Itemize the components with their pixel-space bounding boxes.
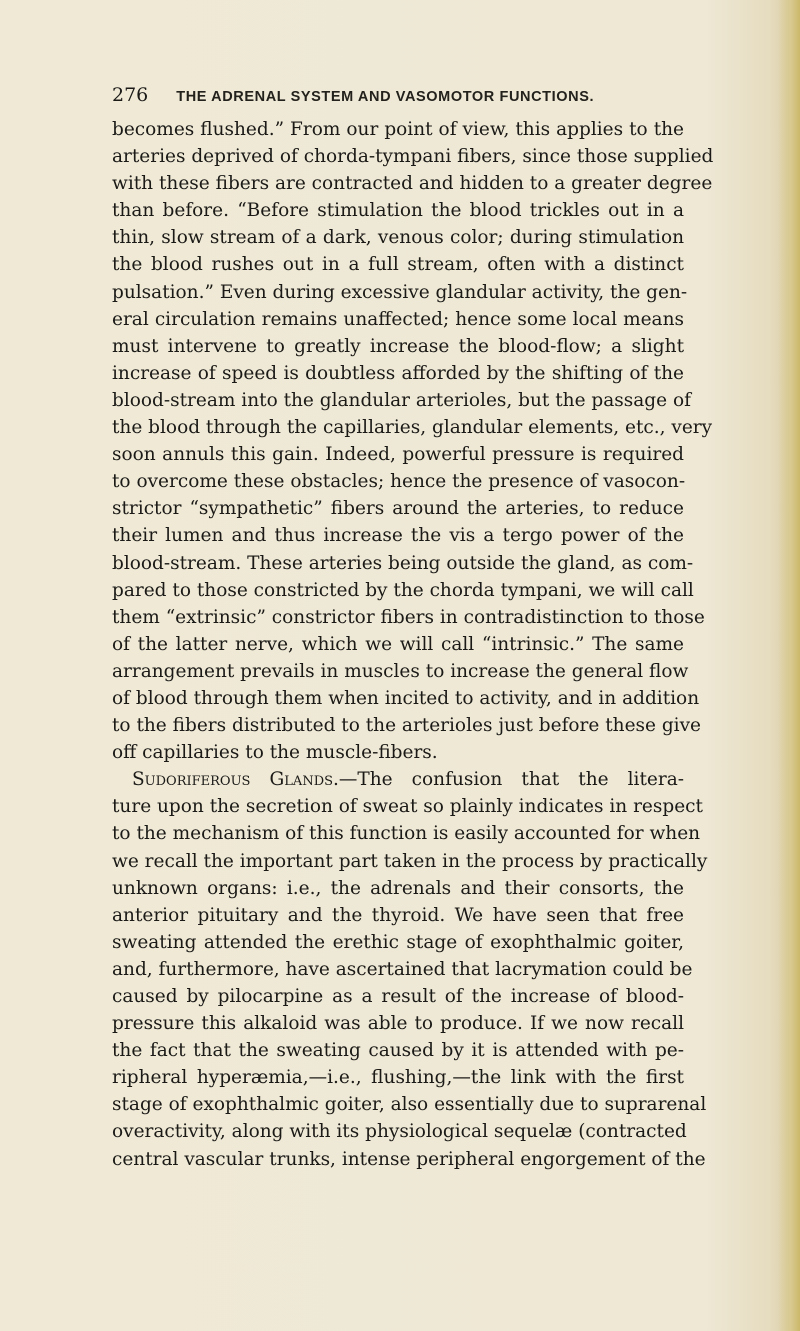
text-line: anterior pituitary and the thyroid. We have seen that free — [112, 904, 684, 926]
text-line: strictor “sympathetic” fibers around the arteries, to reduce — [112, 498, 684, 520]
text-line: the blood rushes out in a full stream, often with a distinct — [112, 254, 684, 276]
text-line: ripheral hyperæmia,—i.e., flushing,—the link with the first — [112, 1067, 684, 1089]
page-header — [112, 84, 684, 116]
paragraph-2 — [112, 766, 708, 1172]
text-line: arrangement prevails in muscles to increase the general flow — [112, 660, 689, 682]
text-line: to the fibers distributed to the arterioles just before these give — [112, 715, 702, 737]
text-line: of blood through them when incited to activity, and in addition — [112, 687, 700, 709]
text-line: than before. “Before stimulation the blood trickles out in a — [112, 200, 684, 222]
text-line: pared to those constricted by the chorda tympani, we will call — [112, 579, 694, 601]
section-first-line-text: —The confusion that the litera- — [338, 769, 684, 791]
text-line: them “extrinsic” constrictor fibers in contradistinction to those — [112, 606, 705, 628]
paragraph-1 — [112, 116, 714, 766]
text-line: becomes flushed.” From our point of view, this applies to the — [112, 119, 684, 140]
text-line: the fact that the sweating caused by it is attended with pe- — [112, 1040, 684, 1062]
text-line: we recall the important part taken in the process by practically — [112, 850, 708, 872]
text-line: eral circulation remains unaffected; hence some local means — [112, 308, 684, 330]
text-line: off capillaries to the muscle-fibers. — [112, 742, 438, 764]
text-line: pressure this alkaloid was able to produce. If we now recall — [112, 1013, 684, 1035]
text-line: pulsation.” Even during excessive glandular activity, the gen- — [112, 281, 688, 303]
section-heading: Sudoriferous Glands. — [132, 769, 339, 791]
text-line: stage of exophthalmic goiter, also essentially due to suprarenal — [112, 1094, 707, 1116]
text-line: arteries deprived of chorda-tympani fibers, since those supplied — [112, 146, 714, 168]
text-line: with these fibers are contracted and hidden to a greater degree — [112, 173, 713, 195]
text-line: and, furthermore, have ascertained that lacrymation could be — [112, 958, 693, 980]
running-head: THE ADRENAL SYSTEM AND VASOMOTOR FUNCTIONS. — [176, 89, 595, 105]
page-edge-shading — [778, 0, 800, 1331]
text-line: blood-stream. These arteries being outside the gland, as com- — [112, 552, 694, 574]
text-line: the blood through the capillaries, glandular elements, etc., very — [112, 417, 713, 439]
text-line: unknown organs: i.e., the adrenals and their consorts, the — [112, 877, 684, 899]
text-line: thin, slow stream of a dark, venous color; during stimulation — [112, 227, 684, 249]
text-line: overactivity, along with its physiological sequelæ (contracted — [112, 1121, 687, 1143]
text-line: their lumen and thus increase the vis a tergo power of the — [112, 525, 684, 547]
text-line: increase of speed is doubtless afforded by the shifting of the — [112, 362, 684, 384]
text-line: ture upon the secretion of sweat so plainly indicates in respect — [112, 796, 703, 818]
text-line: of the latter nerve, which we will call “intrinsic.” The same — [112, 633, 684, 655]
text-line: caused by pilocarpine as a result of the increase of blood- — [112, 986, 684, 1007]
text-line: central vascular trunks, intense peripheral engorgement of the — [112, 1148, 706, 1170]
text-line: to the mechanism of this function is easily accounted for when — [112, 823, 701, 845]
text-line: sweating attended the erethic stage of exophthalmic goiter, — [112, 931, 684, 953]
text-line: blood-stream into the glandular arterioles, but the passage of — [112, 389, 691, 411]
page-number: 276 — [112, 84, 149, 106]
text-line: to overcome these obstacles; hence the presence of vasocon- — [112, 471, 686, 493]
text-line: soon annuls this gain. Indeed, powerful pressure is required — [112, 444, 684, 466]
section-first-line — [112, 766, 684, 793]
text-line: must intervene to greatly increase the blood-flow; a slight — [112, 335, 684, 357]
page-content — [112, 84, 714, 1173]
